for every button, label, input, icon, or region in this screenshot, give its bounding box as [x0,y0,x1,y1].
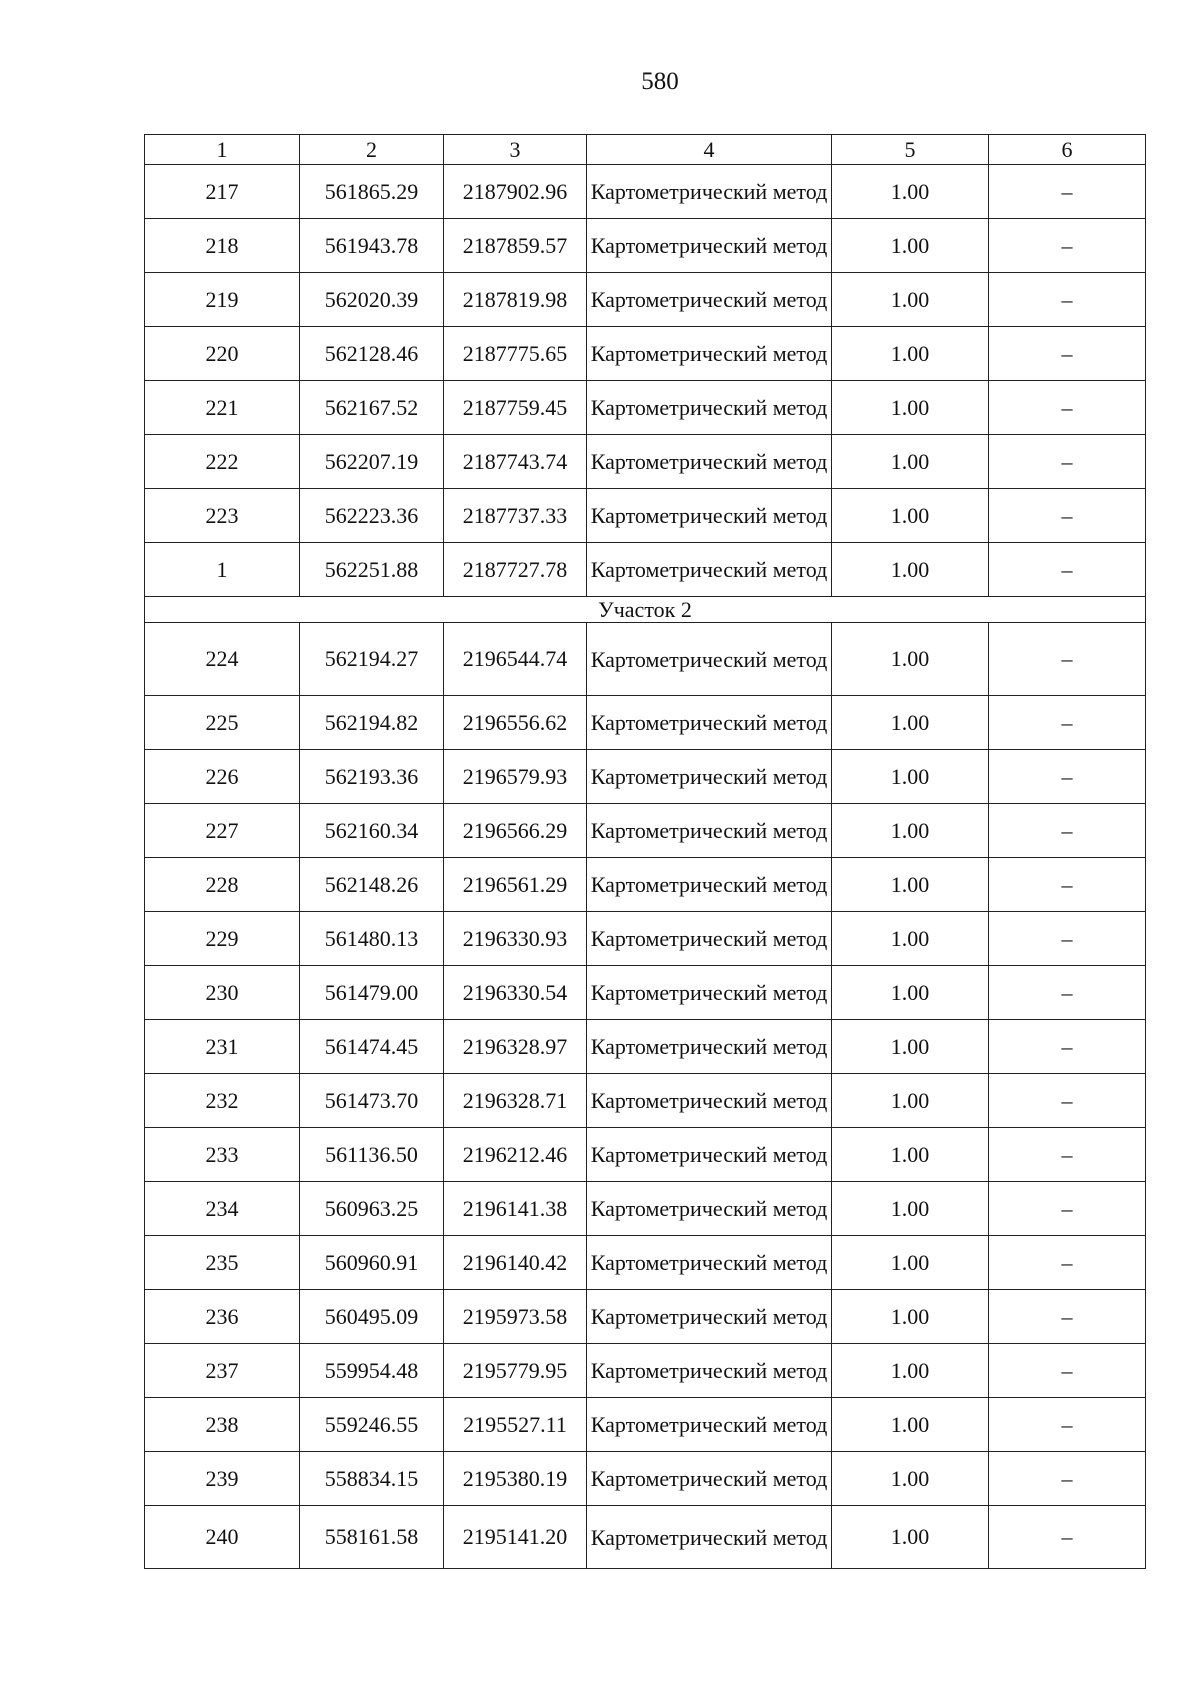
point-number-cell: 237 [145,1344,300,1398]
accuracy-cell: 1.00 [832,435,989,489]
table-row [145,1128,1146,1182]
y-coordinate-cell: 2187859.57 [444,219,587,273]
table-row [145,1182,1146,1236]
column-header-5: 5 [832,135,989,165]
point-number-cell: 234 [145,1182,300,1236]
method-cell: Картометрический метод [587,804,832,858]
accuracy-cell: 1.00 [832,1398,989,1452]
accuracy-cell: 1.00 [832,912,989,966]
table-row [145,750,1146,804]
y-coordinate-cell: 2196561.29 [444,858,587,912]
x-coordinate-cell: 562194.27 [300,623,444,696]
accuracy-cell: 1.00 [832,1074,989,1128]
x-coordinate-cell: 562128.46 [300,327,444,381]
coordinates-table [144,134,1146,1569]
point-number-cell: 235 [145,1236,300,1290]
accuracy-cell: 1.00 [832,623,989,696]
point-number-cell: 227 [145,804,300,858]
note-cell: – [989,1182,1146,1236]
y-coordinate-cell: 2187819.98 [444,273,587,327]
x-coordinate-cell: 562148.26 [300,858,444,912]
column-header-2: 2 [300,135,444,165]
y-coordinate-cell: 2195380.19 [444,1452,587,1506]
y-coordinate-cell: 2195141.20 [444,1506,587,1569]
y-coordinate-cell: 2196330.93 [444,912,587,966]
table-header-row [145,135,1146,165]
x-coordinate-cell: 559954.48 [300,1344,444,1398]
accuracy-cell: 1.00 [832,1020,989,1074]
y-coordinate-cell: 2196328.97 [444,1020,587,1074]
accuracy-cell: 1.00 [832,219,989,273]
method-cell: Картометрический метод [587,381,832,435]
x-coordinate-cell: 561479.00 [300,966,444,1020]
method-cell: Картометрический метод [587,273,832,327]
method-cell: Картометрический метод [587,1236,832,1290]
accuracy-cell: 1.00 [832,543,989,597]
note-cell: – [989,1236,1146,1290]
section-title: Участок 2 [145,597,1146,623]
y-coordinate-cell: 2196140.42 [444,1236,587,1290]
method-cell: Картометрический метод [587,165,832,219]
table-row [145,1452,1146,1506]
note-cell: – [989,804,1146,858]
note-cell: – [989,1074,1146,1128]
method-cell: Картометрический метод [587,1074,832,1128]
note-cell: – [989,543,1146,597]
page-number: 580 [641,68,679,95]
method-cell: Картометрический метод [587,489,832,543]
note-cell: – [989,1344,1146,1398]
accuracy-cell: 1.00 [832,750,989,804]
x-coordinate-cell: 558161.58 [300,1506,444,1569]
method-cell: Картометрический метод [587,912,832,966]
table-row [145,273,1146,327]
note-cell: – [989,489,1146,543]
method-cell: Картометрический метод [587,1290,832,1344]
y-coordinate-cell: 2196556.62 [444,696,587,750]
table-row [145,435,1146,489]
column-header-3: 3 [444,135,587,165]
method-cell: Картометрический метод [587,1344,832,1398]
method-cell: Картометрический метод [587,543,832,597]
note-cell: – [989,623,1146,696]
method-cell: Картометрический метод [587,435,832,489]
point-number-cell: 221 [145,381,300,435]
table-body [145,165,1146,1569]
table-row [145,327,1146,381]
table-row [145,1236,1146,1290]
y-coordinate-cell: 2196579.93 [444,750,587,804]
accuracy-cell: 1.00 [832,1128,989,1182]
x-coordinate-cell: 561943.78 [300,219,444,273]
x-coordinate-cell: 562167.52 [300,381,444,435]
point-number-cell: 230 [145,966,300,1020]
y-coordinate-cell: 2187775.65 [444,327,587,381]
column-header-4: 4 [587,135,832,165]
note-cell: – [989,1506,1146,1569]
y-coordinate-cell: 2187743.74 [444,435,587,489]
y-coordinate-cell: 2196566.29 [444,804,587,858]
note-cell: – [989,381,1146,435]
y-coordinate-cell: 2187737.33 [444,489,587,543]
table-row [145,966,1146,1020]
table-row [145,1074,1146,1128]
method-cell: Картометрический метод [587,1020,832,1074]
table-row [145,696,1146,750]
y-coordinate-cell: 2196141.38 [444,1182,587,1236]
point-number-cell: 222 [145,435,300,489]
point-number-cell: 219 [145,273,300,327]
table-row [145,543,1146,597]
accuracy-cell: 1.00 [832,489,989,543]
method-cell: Картометрический метод [587,696,832,750]
x-coordinate-cell: 560963.25 [300,1182,444,1236]
accuracy-cell: 1.00 [832,804,989,858]
accuracy-cell: 1.00 [832,165,989,219]
method-cell: Картометрический метод [587,1128,832,1182]
point-number-cell: 236 [145,1290,300,1344]
point-number-cell: 228 [145,858,300,912]
method-cell: Картометрический метод [587,858,832,912]
note-cell: – [989,435,1146,489]
table-row [145,381,1146,435]
point-number-cell: 220 [145,327,300,381]
point-number-cell: 233 [145,1128,300,1182]
x-coordinate-cell: 558834.15 [300,1452,444,1506]
point-number-cell: 223 [145,489,300,543]
y-coordinate-cell: 2187727.78 [444,543,587,597]
method-cell: Картометрический метод [587,1182,832,1236]
accuracy-cell: 1.00 [832,1290,989,1344]
point-number-cell: 224 [145,623,300,696]
point-number-cell: 225 [145,696,300,750]
point-number-cell: 218 [145,219,300,273]
x-coordinate-cell: 561480.13 [300,912,444,966]
accuracy-cell: 1.00 [832,966,989,1020]
point-number-cell: 226 [145,750,300,804]
point-number-cell: 238 [145,1398,300,1452]
y-coordinate-cell: 2187902.96 [444,165,587,219]
accuracy-cell: 1.00 [832,1344,989,1398]
x-coordinate-cell: 561473.70 [300,1074,444,1128]
note-cell: – [989,966,1146,1020]
table-row [145,1020,1146,1074]
accuracy-cell: 1.00 [832,1506,989,1569]
x-coordinate-cell: 562251.88 [300,543,444,597]
accuracy-cell: 1.00 [832,381,989,435]
accuracy-cell: 1.00 [832,858,989,912]
method-cell: Картометрический метод [587,327,832,381]
note-cell: – [989,1020,1146,1074]
x-coordinate-cell: 562223.36 [300,489,444,543]
method-cell: Картометрический метод [587,219,832,273]
table-row [145,858,1146,912]
point-number-cell: 217 [145,165,300,219]
x-coordinate-cell: 561865.29 [300,165,444,219]
note-cell: – [989,750,1146,804]
note-cell: – [989,327,1146,381]
point-number-cell: 1 [145,543,300,597]
method-cell: Картометрический метод [587,966,832,1020]
accuracy-cell: 1.00 [832,696,989,750]
x-coordinate-cell: 561474.45 [300,1020,444,1074]
y-coordinate-cell: 2195973.58 [444,1290,587,1344]
y-coordinate-cell: 2187759.45 [444,381,587,435]
table-row [145,804,1146,858]
x-coordinate-cell: 562207.19 [300,435,444,489]
x-coordinate-cell: 562194.82 [300,696,444,750]
x-coordinate-cell: 559246.55 [300,1398,444,1452]
table-row [145,1290,1146,1344]
table-row [145,912,1146,966]
table-row [145,219,1146,273]
note-cell: – [989,1290,1146,1344]
note-cell: – [989,273,1146,327]
accuracy-cell: 1.00 [832,1236,989,1290]
table-row [145,1398,1146,1452]
method-cell: Картометрический метод [587,623,832,696]
note-cell: – [989,912,1146,966]
x-coordinate-cell: 562020.39 [300,273,444,327]
x-coordinate-cell: 562193.36 [300,750,444,804]
table-row [145,165,1146,219]
table-row [145,623,1146,696]
note-cell: – [989,1398,1146,1452]
x-coordinate-cell: 560960.91 [300,1236,444,1290]
x-coordinate-cell: 562160.34 [300,804,444,858]
point-number-cell: 232 [145,1074,300,1128]
column-header-1: 1 [145,135,300,165]
method-cell: Картометрический метод [587,750,832,804]
y-coordinate-cell: 2196544.74 [444,623,587,696]
point-number-cell: 240 [145,1506,300,1569]
y-coordinate-cell: 2195779.95 [444,1344,587,1398]
accuracy-cell: 1.00 [832,273,989,327]
point-number-cell: 239 [145,1452,300,1506]
table-row [145,489,1146,543]
section-title-row [145,597,1146,623]
method-cell: Картометрический метод [587,1452,832,1506]
note-cell: – [989,165,1146,219]
method-cell: Картометрический метод [587,1506,832,1569]
note-cell: – [989,858,1146,912]
y-coordinate-cell: 2196330.54 [444,966,587,1020]
note-cell: – [989,1128,1146,1182]
note-cell: – [989,219,1146,273]
note-cell: – [989,696,1146,750]
table-row [145,1506,1146,1569]
x-coordinate-cell: 560495.09 [300,1290,444,1344]
table-row [145,1344,1146,1398]
accuracy-cell: 1.00 [832,327,989,381]
y-coordinate-cell: 2196328.71 [444,1074,587,1128]
column-header-6: 6 [989,135,1146,165]
accuracy-cell: 1.00 [832,1182,989,1236]
note-cell: – [989,1452,1146,1506]
y-coordinate-cell: 2195527.11 [444,1398,587,1452]
point-number-cell: 231 [145,1020,300,1074]
x-coordinate-cell: 561136.50 [300,1128,444,1182]
method-cell: Картометрический метод [587,1398,832,1452]
y-coordinate-cell: 2196212.46 [444,1128,587,1182]
point-number-cell: 229 [145,912,300,966]
accuracy-cell: 1.00 [832,1452,989,1506]
